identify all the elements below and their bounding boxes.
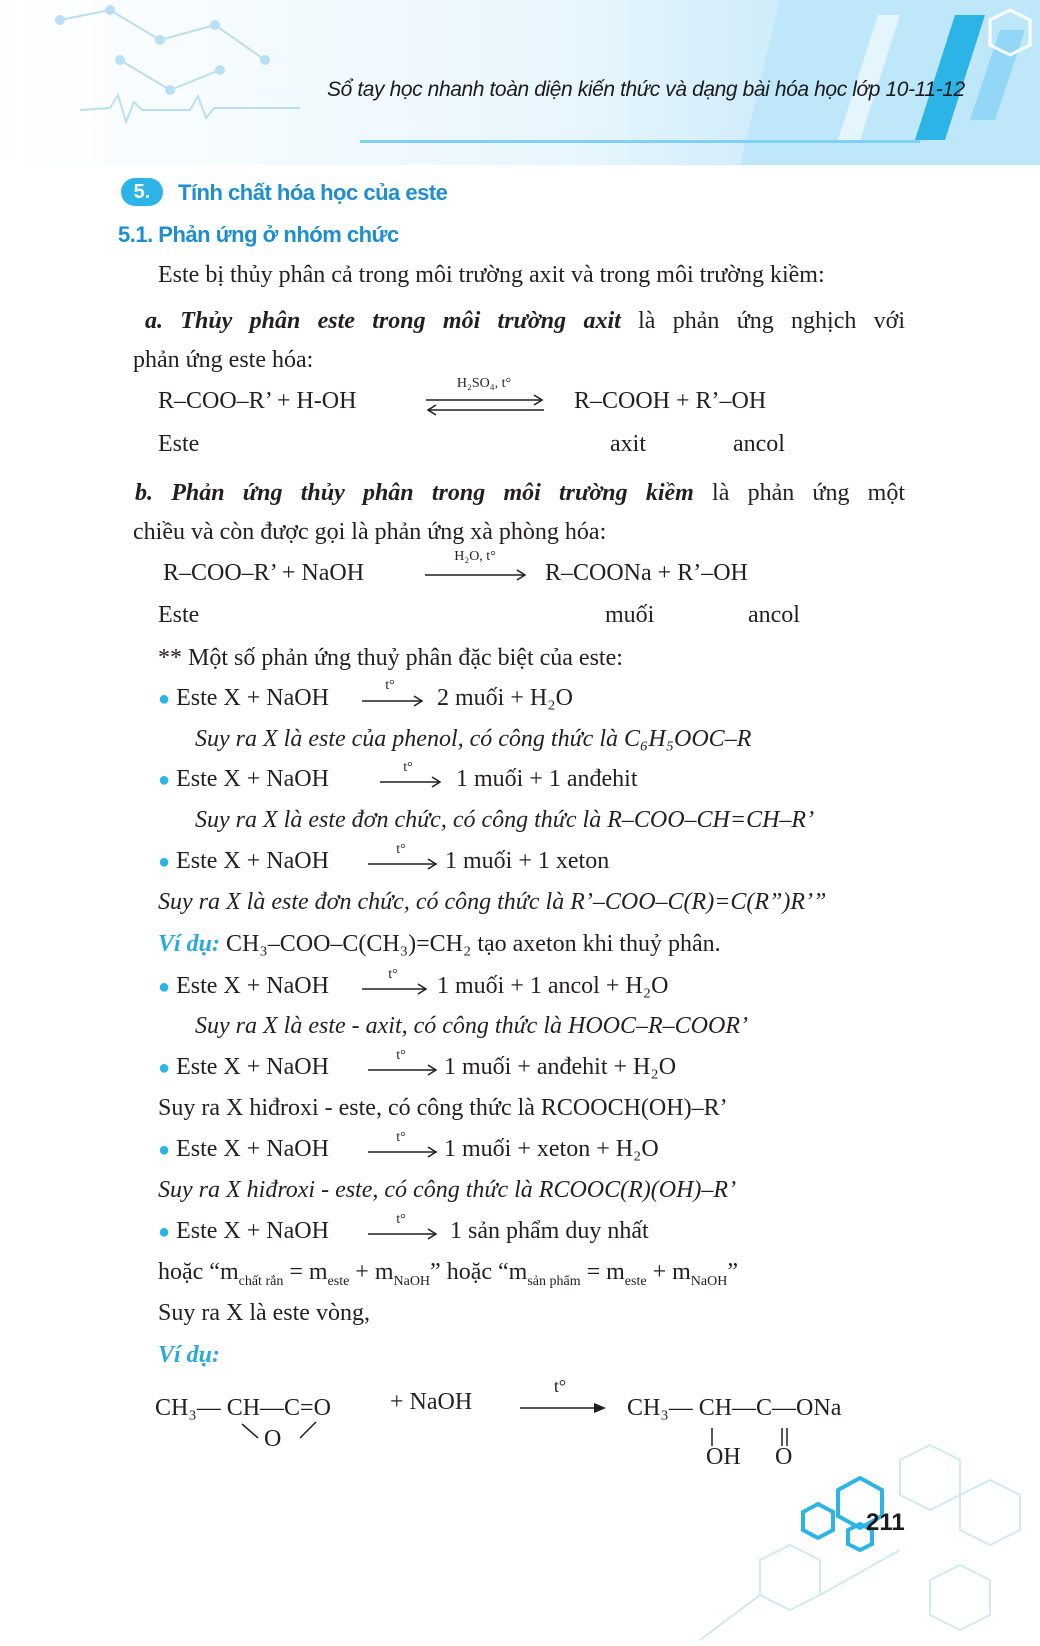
- arrow-icon: [423, 568, 529, 582]
- arrow-icon: [366, 1063, 440, 1077]
- bullet-icon: ●: [158, 851, 171, 873]
- reaction-6-products: 1 muối + xeton + H₂O: [444, 1136, 659, 1162]
- subsection-title: 5.1. Phản ứng ở nhóm chức: [118, 222, 399, 247]
- final-eq-carbonyl-oxygen: O: [775, 1444, 793, 1470]
- final-eq-left: CH₃— CH—C=O: [155, 1395, 331, 1421]
- reaction-2-condition: t°: [403, 760, 413, 775]
- footer-hexagon-pattern: [700, 1440, 1040, 1646]
- intro-text: Este bị thủy phân cả trong môi trường axit và trong môi trường kiềm:: [158, 262, 825, 288]
- arrow-icon: [366, 857, 440, 871]
- part-a-eq-condition: H₂SO₄, t°: [456, 376, 512, 391]
- special-reaction-5: ● Este X + NaOH: [158, 1054, 329, 1080]
- special-reaction-2: ● Este X + NaOH: [158, 766, 329, 792]
- bullet-icon: ●: [158, 1057, 171, 1079]
- reaction-4-condition: t°: [388, 967, 398, 982]
- part-b-eq-left: R–COO–R’ + NaOH: [163, 560, 365, 586]
- reaction-3-note: Suy ra X là este đơn chức, có công thức là R’–COO–C(R)=C(R”)R’”: [158, 889, 827, 915]
- reaction-6-note: Suy ra X hiđroxi - este, có công thức là RCOOC(R)(OH)–R’: [158, 1177, 737, 1203]
- reaction-5-condition: t°: [396, 1048, 406, 1063]
- reaction-1-note: Suy ra X là este của phenol, có công thức là C₆H₅OOC–R: [195, 726, 752, 752]
- arrow-icon: [378, 775, 444, 789]
- reaction-7-mass-relation: hoặc “$m_{chất rắn} = m_{este} + m_{NaOH}$” hoặc “$m_{sản phẩm} = m_{este} + m_{NaOH}$”: [158, 1259, 738, 1289]
- bullet-icon: ●: [158, 1221, 171, 1243]
- section-number-badge: 5.: [121, 178, 163, 206]
- reaction-7-products: 1 sản phẩm duy nhất: [450, 1218, 649, 1244]
- reaction-6-condition: t°: [396, 1130, 406, 1145]
- reaction-4-products: 1 muối + 1 ancol + H₂O: [437, 973, 669, 999]
- special-reaction-3: ● Este X + NaOH: [158, 848, 329, 874]
- final-eq-right: CH₃— CH—C—ONa: [627, 1395, 842, 1421]
- special-reaction-4: ● Este X + NaOH: [158, 973, 329, 999]
- part-b-eq-condition: H₂O, t°: [454, 549, 496, 564]
- arrow-icon: [360, 694, 426, 708]
- bullet-icon: ●: [158, 1139, 171, 1161]
- section-title: Tính chất hóa học của este: [178, 180, 448, 205]
- part-b-label-muoi: muối: [605, 602, 655, 628]
- part-b-label-este: Este: [158, 602, 200, 628]
- final-eq-reagent: + NaOH: [390, 1389, 473, 1415]
- reaction-1-products: 2 muối + H₂O: [437, 685, 573, 711]
- bullet-icon: ●: [158, 769, 171, 791]
- part-a-label-este: Este: [158, 431, 200, 457]
- special-reaction-6: ● Este X + NaOH: [158, 1136, 329, 1162]
- reaction-3-condition: t°: [396, 842, 406, 857]
- reaction-2-products: 1 muối + 1 anđehit: [456, 766, 638, 792]
- part-a-eq-left: R–COO–R’ + H-OH: [158, 388, 357, 414]
- equilibrium-arrow-icon: [424, 394, 546, 416]
- reaction-7-condition: t°: [396, 1212, 406, 1227]
- arrow-icon: [366, 1227, 440, 1241]
- special-reaction-7: ● Este X + NaOH: [158, 1218, 329, 1244]
- header-title: Sổ tay học nhanh toàn diện kiến thức và dạng bài hóa học lớp 10-11-12: [327, 78, 965, 101]
- final-eq-hydroxyl: OH: [706, 1444, 741, 1470]
- part-b-label-ancol: ancol: [748, 602, 800, 628]
- reaction-2-note: Suy ra X là este đơn chức, có công thức là R–COO–CH=CH–R’: [195, 807, 815, 833]
- bullet-icon: ●: [158, 976, 171, 998]
- part-a-label-ancol: ancol: [733, 431, 785, 457]
- part-b-eq-right: R–COONa + R’–OH: [545, 560, 748, 586]
- final-eq-ring-oxygen: O: [264, 1426, 282, 1452]
- part-a-line1: a. Thủy phân este trong môi trường axit là phản ứng nghịch với: [145, 308, 906, 334]
- example-2-label: Ví dụ:: [158, 1342, 221, 1368]
- reaction-4-note: Suy ra X là este - axit, có công thức là HOOC–R–COOR’: [195, 1013, 748, 1039]
- part-a-label-axit: axit: [610, 431, 646, 457]
- page-number: 211: [866, 1509, 905, 1536]
- special-reaction-1: ● Este X + NaOH: [158, 685, 329, 711]
- reaction-5-products: 1 muối + anđehit + H₂O: [444, 1054, 677, 1080]
- reaction-3-products: 1 muối + 1 xeton: [445, 848, 610, 874]
- special-heading: ** Một số phản ứng thuỷ phân đặc biệt của este:: [158, 645, 623, 671]
- reaction-5-note: Suy ra X hiđroxi - este, có công thức là RCOOCH(OH)–R’: [158, 1095, 728, 1121]
- example-1: Ví dụ: CH₃–COO–C(CH₃)=CH₂ tạo axeton khi thuỷ phân.: [158, 931, 721, 957]
- final-eq-condition: t°: [553, 1376, 567, 1396]
- reaction-7-note: Suy ra X là este vòng,: [158, 1300, 370, 1326]
- arrow-icon: [360, 982, 430, 996]
- epoxide-bonds: [238, 1418, 328, 1448]
- part-b-line1: b. Phản ứng thủy phân trong môi trường kiềm là phản ứng một: [135, 480, 905, 506]
- reaction-1-condition: t°: [385, 678, 395, 693]
- part-b-line2: chiều và còn được gọi là phản ứng xà phòng hóa:: [133, 519, 607, 545]
- arrow-icon: [518, 1400, 608, 1416]
- bullet-icon: ●: [158, 688, 171, 710]
- arrow-icon: [366, 1145, 440, 1159]
- part-a-line2: phản ứng este hóa:: [133, 347, 314, 373]
- part-a-eq-right: R–COOH + R’–OH: [574, 388, 767, 414]
